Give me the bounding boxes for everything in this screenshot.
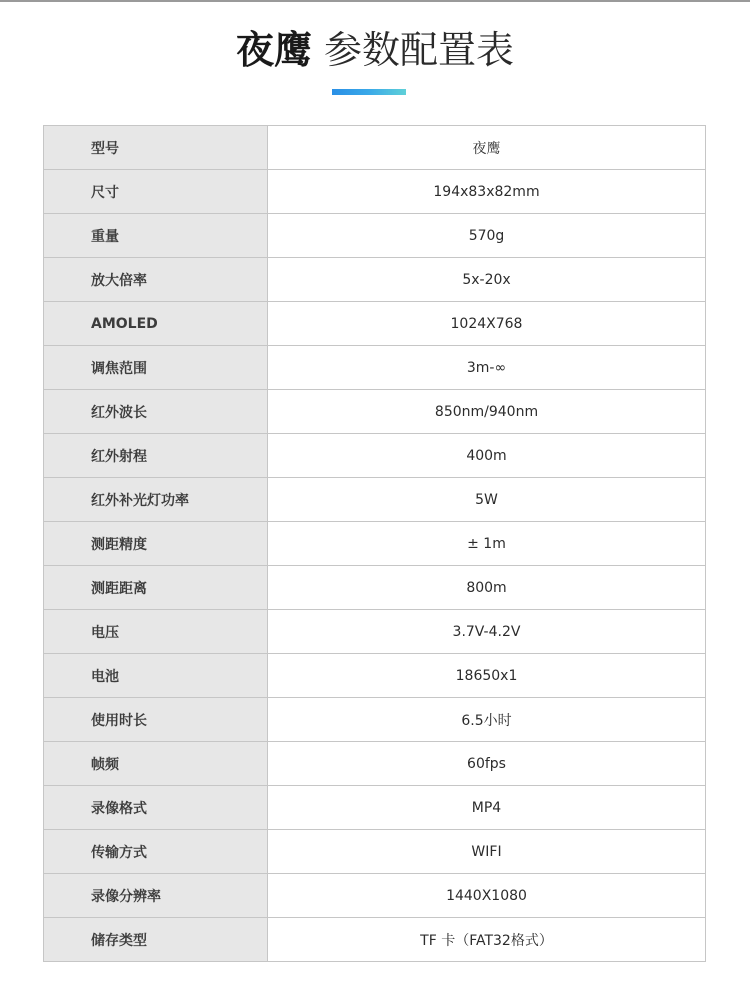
spec-label: 红外波长 (44, 390, 268, 434)
spec-value: 18650x1 (268, 654, 706, 698)
spec-label: 储存类型 (44, 918, 268, 962)
spec-row-frame-rate (44, 742, 706, 786)
spec-value: 1024X768 (268, 302, 706, 346)
spec-label: 红外射程 (44, 434, 268, 478)
spec-value: 5x-20x (268, 258, 706, 302)
spec-row-focus-range (44, 346, 706, 390)
spec-label: 测距距离 (44, 566, 268, 610)
spec-label: 红外补光灯功率 (44, 478, 268, 522)
spec-row-ir-range (44, 434, 706, 478)
spec-value: 570g (268, 214, 706, 258)
spec-row-model (44, 126, 706, 170)
spec-row-ir-power (44, 478, 706, 522)
spec-label: 录像分辨率 (44, 874, 268, 918)
spec-label: 帧频 (44, 742, 268, 786)
spec-row-magnification (44, 258, 706, 302)
spec-row-video-resolution (44, 874, 706, 918)
spec-label: 电压 (44, 610, 268, 654)
spec-label: 使用时长 (44, 698, 268, 742)
spec-label: 调焦范围 (44, 346, 268, 390)
spec-label: 放大倍率 (44, 258, 268, 302)
spec-value: 3.7V-4.2V (268, 610, 706, 654)
spec-label: 传输方式 (44, 830, 268, 874)
spec-row-ranging-accuracy (44, 522, 706, 566)
brand-name: 夜鹰 (235, 28, 312, 72)
spec-label: 尺寸 (44, 170, 268, 214)
spec-value: WIFI (268, 830, 706, 874)
spec-label: 电池 (44, 654, 268, 698)
spec-value: 1440X1080 (268, 874, 706, 918)
spec-row-display (44, 302, 706, 346)
spec-row-video-format (44, 786, 706, 830)
spec-row-battery (44, 654, 706, 698)
top-divider (0, 0, 750, 2)
spec-row-size (44, 170, 706, 214)
spec-label: AMOLED (44, 302, 268, 346)
spec-value: 6.5小时 (268, 698, 706, 742)
spec-value: 800m (268, 566, 706, 610)
spec-row-voltage (44, 610, 706, 654)
spec-value: 60fps (268, 742, 706, 786)
spec-value: 194x83x82mm (268, 170, 706, 214)
spec-row-ir-wavelength (44, 390, 706, 434)
spec-label: 录像格式 (44, 786, 268, 830)
spec-label: 重量 (44, 214, 268, 258)
spec-value: 400m (268, 434, 706, 478)
spec-row-transfer (44, 830, 706, 874)
page-title (0, 24, 750, 76)
spec-label: 测距精度 (44, 522, 268, 566)
title-text: 参数配置表 (324, 28, 515, 72)
spec-row-weight (44, 214, 706, 258)
spec-value: 3m-∞ (268, 346, 706, 390)
spec-label: 型号 (44, 126, 268, 170)
spec-value: 夜鹰 (268, 126, 706, 170)
spec-value: TF 卡（FAT32格式） (268, 918, 706, 962)
spec-value: 5W (268, 478, 706, 522)
spec-value: ± 1m (268, 522, 706, 566)
spec-row-storage (44, 918, 706, 962)
spec-table (43, 125, 706, 962)
spec-value: 850nm/940nm (268, 390, 706, 434)
spec-value: MP4 (268, 786, 706, 830)
title-underline-accent (332, 89, 406, 95)
spec-row-ranging-distance (44, 566, 706, 610)
spec-row-runtime (44, 698, 706, 742)
